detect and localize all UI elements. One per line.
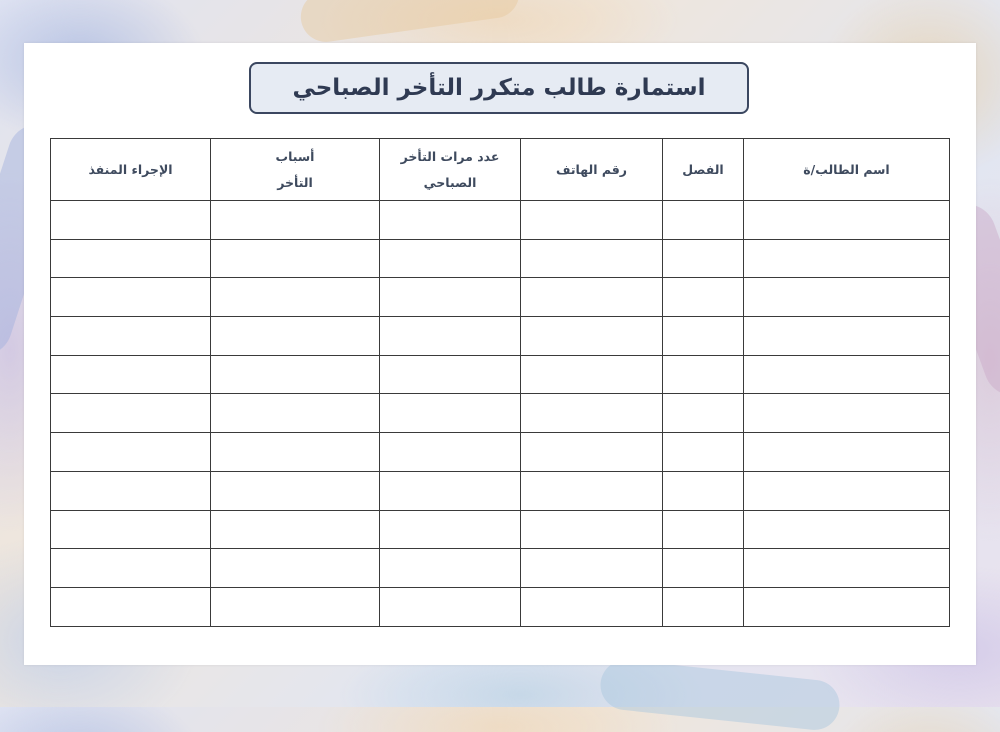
cell-action-taken[interactable] — [51, 394, 211, 433]
cell-action-taken[interactable] — [51, 510, 211, 549]
cell-student-name[interactable] — [744, 239, 950, 278]
cell-late-count[interactable] — [380, 278, 521, 317]
cell-student-name[interactable] — [744, 471, 950, 510]
cell-phone-number[interactable] — [521, 317, 663, 356]
cell-late-count[interactable] — [380, 549, 521, 588]
cell-action-taken[interactable] — [51, 587, 211, 626]
form-sheet — [24, 43, 976, 665]
cell-class[interactable] — [663, 355, 744, 394]
cell-phone-number[interactable] — [521, 394, 663, 433]
cell-class[interactable] — [663, 317, 744, 356]
cell-action-taken[interactable] — [51, 471, 211, 510]
cell-student-name[interactable] — [744, 433, 950, 472]
cell-phone-number[interactable] — [521, 471, 663, 510]
cell-late-reasons[interactable] — [211, 239, 380, 278]
cell-class[interactable] — [663, 278, 744, 317]
cell-class[interactable] — [663, 587, 744, 626]
form-title: استمارة طالب متكرر التأخر الصباحي — [292, 75, 706, 101]
cell-late-reasons[interactable] — [211, 278, 380, 317]
cell-action-taken[interactable] — [51, 278, 211, 317]
cell-late-reasons[interactable] — [211, 471, 380, 510]
cell-class[interactable] — [663, 239, 744, 278]
cell-phone-number[interactable] — [521, 278, 663, 317]
cell-phone-number[interactable] — [521, 355, 663, 394]
cell-student-name[interactable] — [744, 510, 950, 549]
cell-student-name[interactable] — [744, 317, 950, 356]
header-class: الفصل — [663, 139, 744, 201]
table-header-row — [51, 139, 950, 201]
header-phone-number: رقم الهاتف — [521, 139, 663, 201]
title-box — [249, 62, 749, 114]
cell-late-count[interactable] — [380, 239, 521, 278]
cell-late-reasons[interactable] — [211, 587, 380, 626]
header-action-taken: الإجراء المنفذ — [51, 139, 211, 201]
cell-late-reasons[interactable] — [211, 549, 380, 588]
table-row — [51, 433, 950, 472]
cell-late-count[interactable] — [380, 510, 521, 549]
table-row — [51, 587, 950, 626]
cell-phone-number[interactable] — [521, 433, 663, 472]
table-row — [51, 355, 950, 394]
cell-class[interactable] — [663, 510, 744, 549]
header-late-count: عدد مرات التأخر الصباحي — [380, 139, 521, 201]
cell-late-reasons[interactable] — [211, 317, 380, 356]
cell-late-reasons[interactable] — [211, 510, 380, 549]
cell-class[interactable] — [663, 471, 744, 510]
cell-student-name[interactable] — [744, 549, 950, 588]
header-late-reasons: أسباب التأخر — [211, 139, 380, 201]
cell-class[interactable] — [663, 201, 744, 240]
table-row — [51, 278, 950, 317]
cell-late-count[interactable] — [380, 355, 521, 394]
cell-student-name[interactable] — [744, 201, 950, 240]
cell-late-count[interactable] — [380, 394, 521, 433]
table-row — [51, 201, 950, 240]
background-decoration — [598, 658, 842, 732]
cell-student-name[interactable] — [744, 355, 950, 394]
cell-student-name[interactable] — [744, 278, 950, 317]
cell-action-taken[interactable] — [51, 201, 211, 240]
table-row — [51, 394, 950, 433]
cell-phone-number[interactable] — [521, 510, 663, 549]
cell-late-reasons[interactable] — [211, 201, 380, 240]
cell-action-taken[interactable] — [51, 355, 211, 394]
cell-student-name[interactable] — [744, 587, 950, 626]
header-student-name: اسم الطالب/ة — [744, 139, 950, 201]
cell-late-reasons[interactable] — [211, 433, 380, 472]
cell-phone-number[interactable] — [521, 239, 663, 278]
cell-late-count[interactable] — [380, 471, 521, 510]
cell-late-count[interactable] — [380, 433, 521, 472]
cell-late-count[interactable] — [380, 587, 521, 626]
cell-class[interactable] — [663, 433, 744, 472]
cell-late-reasons[interactable] — [211, 355, 380, 394]
cell-action-taken[interactable] — [51, 317, 211, 356]
background-decoration — [298, 0, 523, 45]
cell-phone-number[interactable] — [521, 549, 663, 588]
cell-late-reasons[interactable] — [211, 394, 380, 433]
cell-late-count[interactable] — [380, 201, 521, 240]
cell-class[interactable] — [663, 394, 744, 433]
table-row — [51, 471, 950, 510]
cell-class[interactable] — [663, 549, 744, 588]
cell-action-taken[interactable] — [51, 239, 211, 278]
cell-action-taken[interactable] — [51, 433, 211, 472]
cell-phone-number[interactable] — [521, 587, 663, 626]
cell-student-name[interactable] — [744, 394, 950, 433]
table-row — [51, 317, 950, 356]
cell-phone-number[interactable] — [521, 201, 663, 240]
late-student-table — [50, 138, 950, 627]
table-row — [51, 239, 950, 278]
cell-action-taken[interactable] — [51, 549, 211, 588]
table-row — [51, 549, 950, 588]
table-row — [51, 510, 950, 549]
cell-late-count[interactable] — [380, 317, 521, 356]
